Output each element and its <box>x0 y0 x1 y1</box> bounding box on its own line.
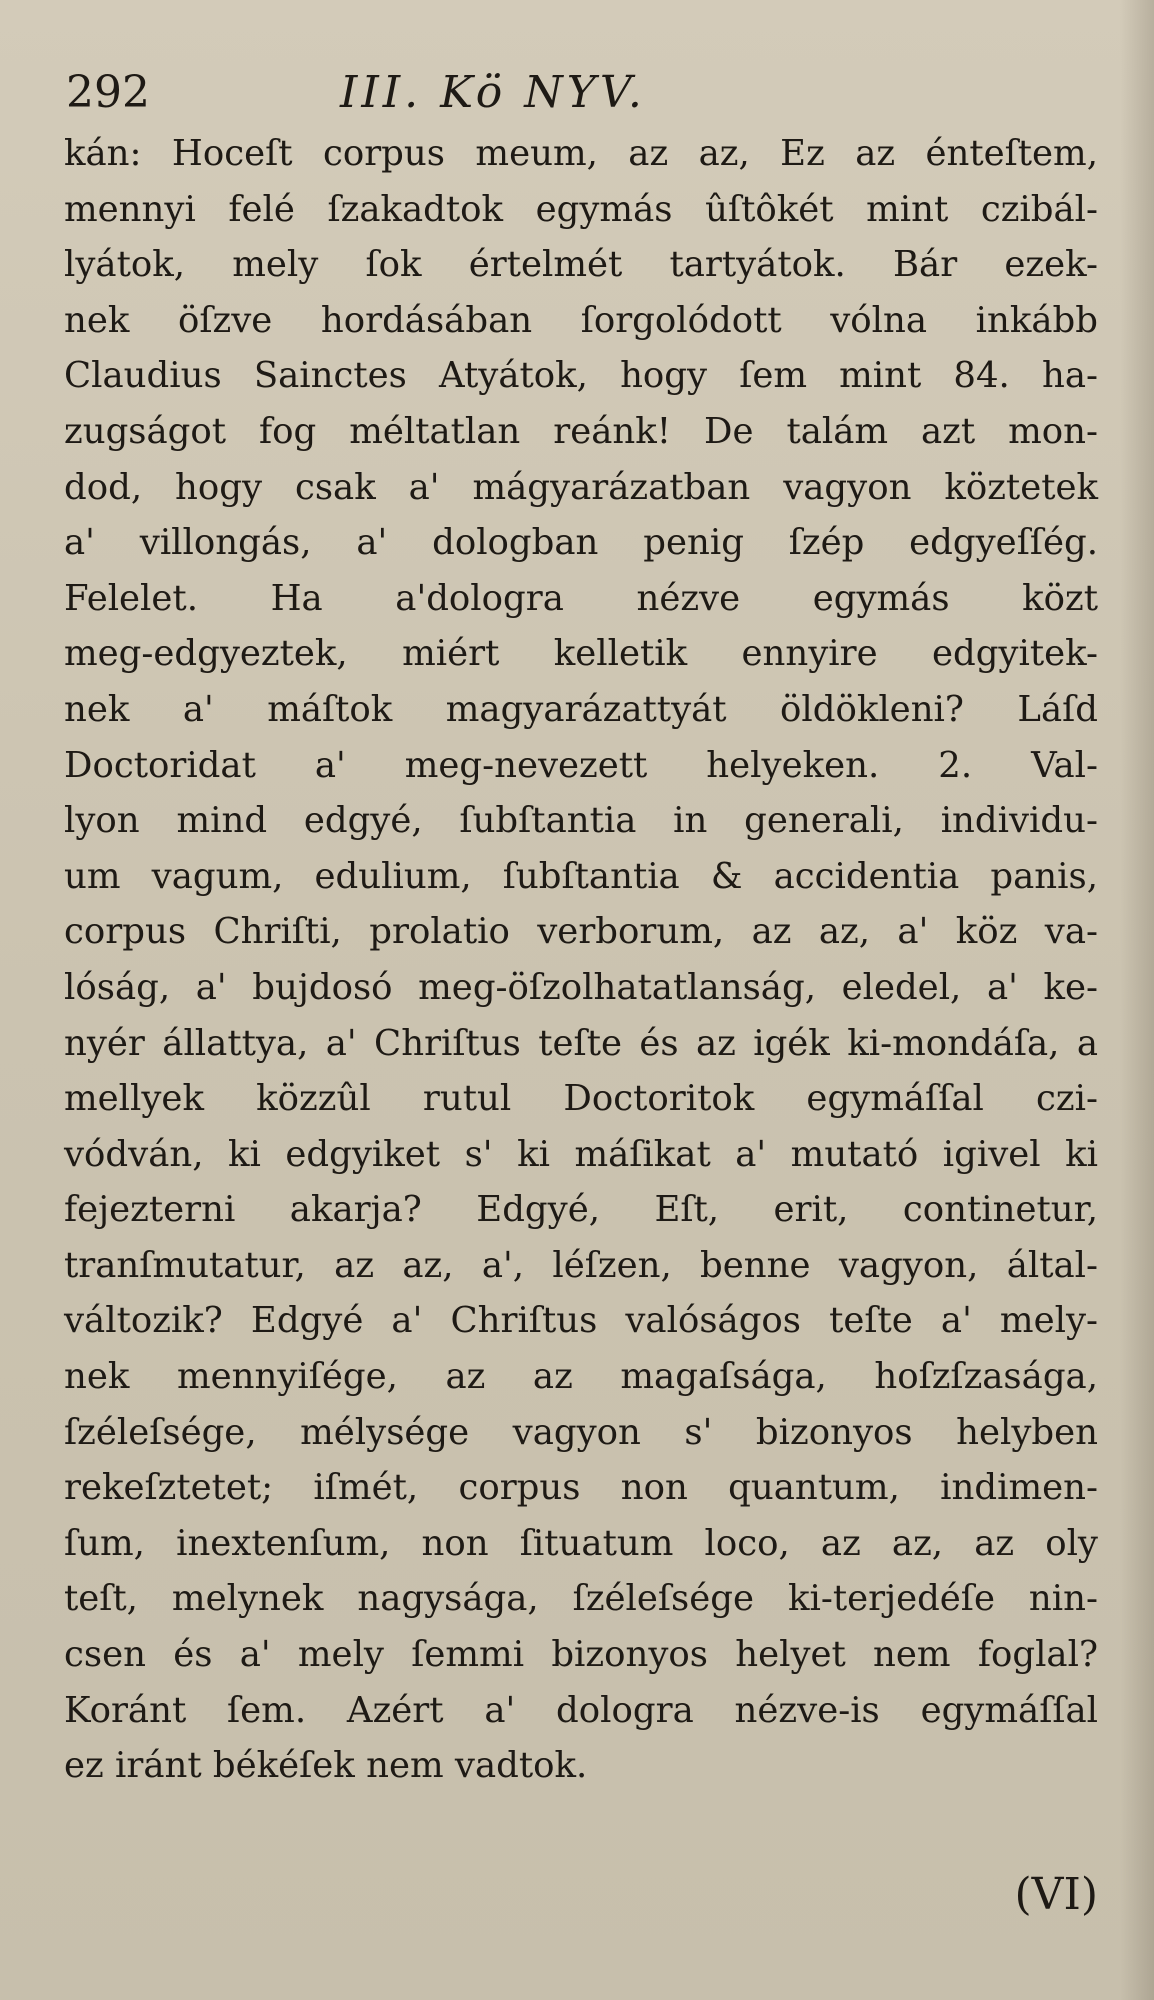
text-line: lyon mind edgyé, ſubſtantia in generali, individu- <box>64 800 1098 842</box>
text-line: nek a' máſtok magyarázattyát öldökleni? Láſd <box>64 688 1098 730</box>
text-line: um vagum, edulium, ſubſtantia & accidentia panis, <box>64 855 1098 897</box>
text-line: ſzéleſsége, mélysége vagyon s' bizonyos helyben <box>64 1411 1098 1453</box>
text-line: változik? Edgyé a' Chriſtus valóságos teſte a' mely- <box>64 1300 1098 1342</box>
text-line: nyér állattya, a' Chriſtus teſte és az igék ki-mondáſa, a <box>64 1022 1098 1064</box>
text-line: Felelet. Ha a'dologra nézve egymás közt <box>64 577 1098 619</box>
text-line: lóság, a' bujdosó meg-öſzolhatatlanság, eledel, a' ke- <box>64 966 1098 1008</box>
text-line: mellyek közzûl rutul Doctoritok egymáſſal czi- <box>64 1078 1098 1120</box>
page-header <box>66 58 1106 128</box>
body-text <box>64 126 1098 1794</box>
text-line: lyátok, mely ſok értelmét tartyátok. Bár ezek- <box>64 244 1098 286</box>
text-line: kán: Hoceſt corpus meum, az az, Ez az énteſtem, <box>64 133 1098 174</box>
catchword: (VI) <box>1014 1869 1098 1920</box>
text-line: tranſmutatur, az az, a', léſzen, benne vagyon, által- <box>64 1244 1098 1286</box>
page-number: 292 <box>66 67 150 118</box>
text-line: fejezterni akarja? Edgyé, Eſt, erit, continetur, <box>64 1189 1098 1231</box>
text-line: nek mennyiſége, az az magaſsága, hoſzſzasága, <box>64 1356 1098 1398</box>
text-line: corpus Chriſti, prolatio verborum, az az, a' köz va- <box>64 911 1098 953</box>
text-line-last: ez iránt békéſek nem vadtok. <box>64 1745 588 1787</box>
text-line: teſt, melynek nagysága, ſzéleſsége ki-terjedéſe nin- <box>64 1578 1098 1620</box>
text-line: nek öſzve hordásában ſorgolódott vólna inkább <box>64 299 1098 341</box>
text-line: zugságot fog méltatlan reánk! De talám azt mon- <box>64 410 1098 452</box>
text-line: vódván, ki edgyiket s' ki máſikat a' mutató igivel ki <box>64 1133 1098 1175</box>
text-line: csen és a' mely ſemmi bizonyos helyet nem foglal? <box>64 1634 1098 1676</box>
text-line: mennyi felé ſzakadtok egymás ûſtôkét mint czibál- <box>64 188 1098 230</box>
text-line: rekeſztetet; iſmét, corpus non quantum, indimen- <box>64 1467 1098 1509</box>
text-line: dod, hogy csak a' mágyarázatban vagyon köztetek <box>64 466 1098 508</box>
text-line: a' villongás, a' dologban penig ſzép edgyeſſég. <box>64 522 1098 564</box>
text-line: Claudius Sainctes Atyátok, hogy ſem mint 84. ha- <box>64 355 1098 397</box>
page-edge-shadow <box>1120 0 1154 2000</box>
text-line: meg-edgyeztek, miért kelletik ennyire edgyitek- <box>64 633 1098 675</box>
running-head: III. Kö NYV. <box>340 67 646 118</box>
text-line: Doctoridat a' meg-nevezett helyeken. 2. Val- <box>64 744 1098 786</box>
text-line: Koránt ſem. Azért a' dologra nézve-is egymáſſal <box>64 1689 1098 1731</box>
text-line: ſum, inextenſum, non ſituatum loco, az az, az oly <box>64 1522 1098 1564</box>
